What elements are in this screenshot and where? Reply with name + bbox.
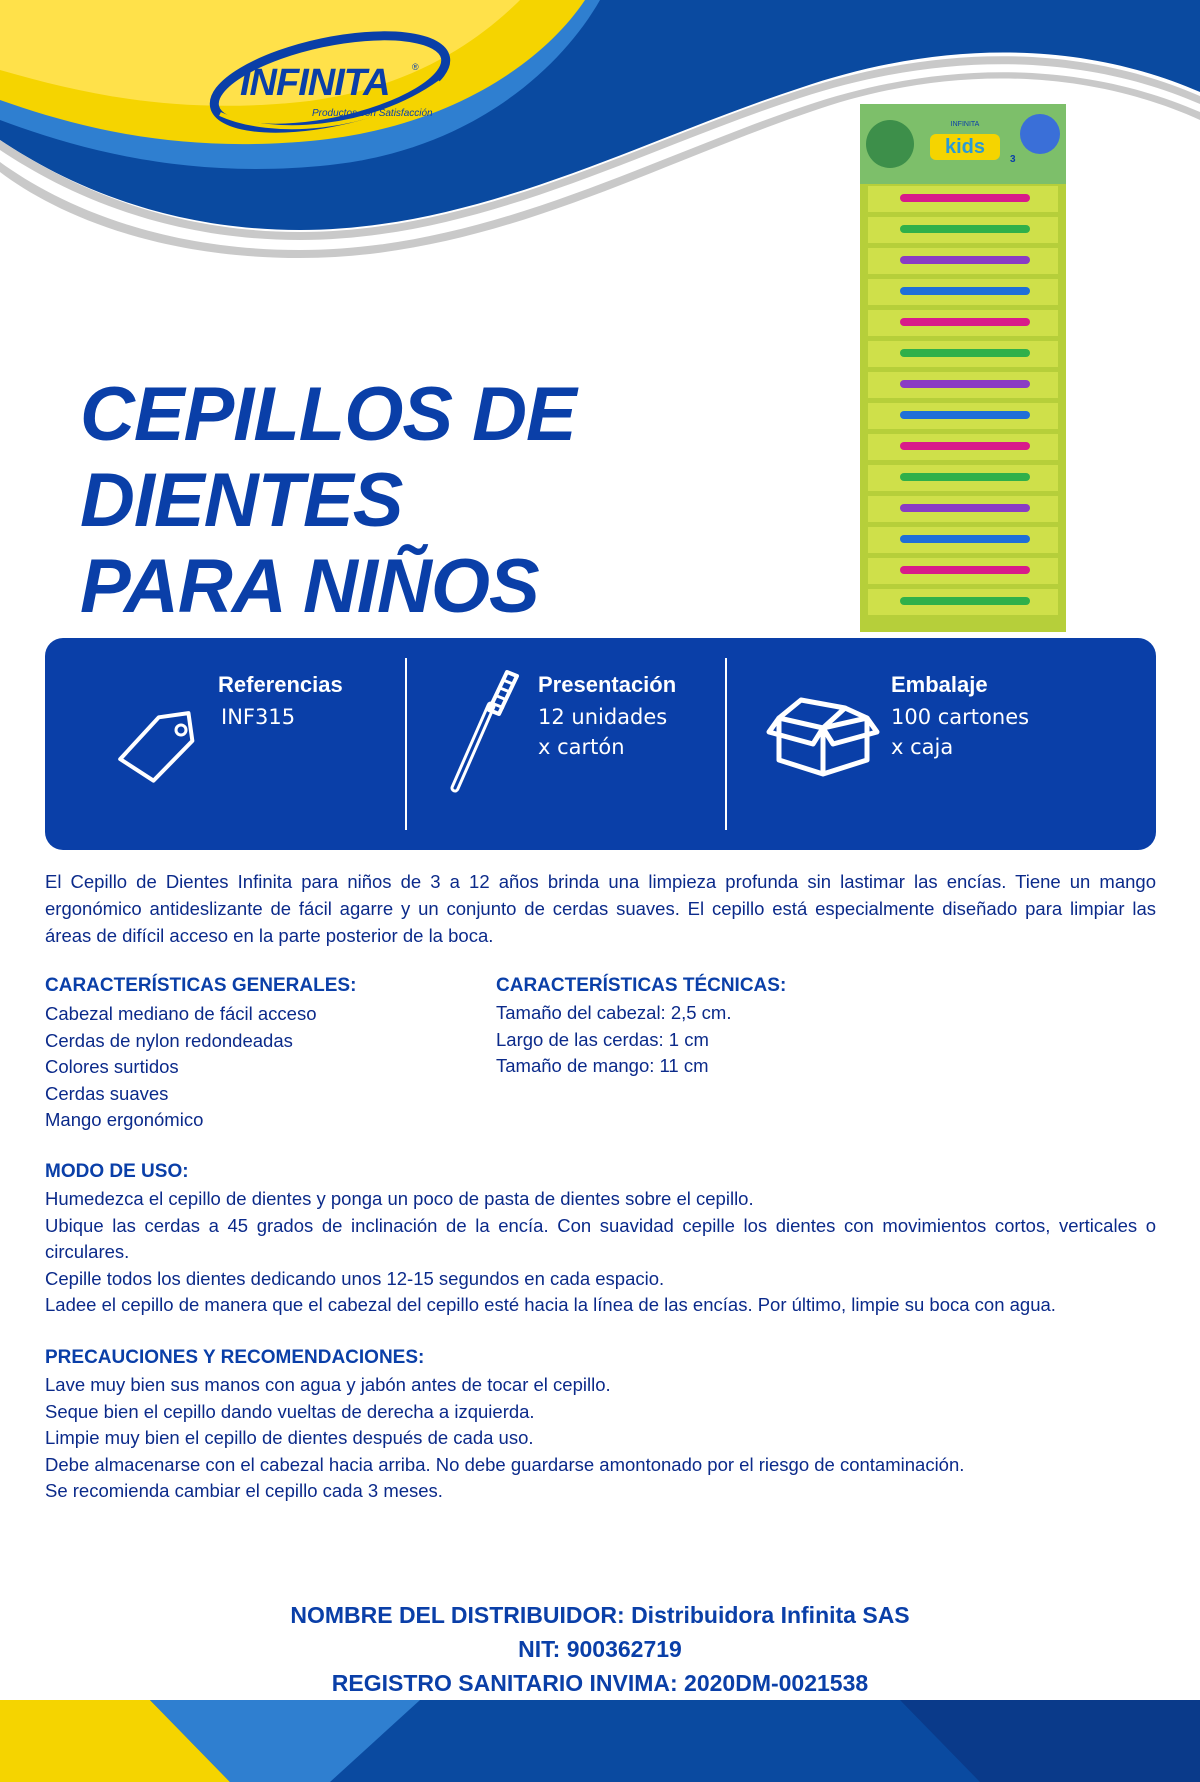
distributor-name: NOMBRE DEL DISTRIBUIDOR: Distribuidora Infinita SAS xyxy=(290,1602,910,1628)
embalaje-label: Embalaje xyxy=(891,672,988,697)
brand-logo xyxy=(200,22,460,142)
list-item: Limpie muy bien el cepillo de dientes después de cada uso. xyxy=(45,1427,534,1448)
tecnicas-title: CARACTERÍSTICAS TÉCNICAS: xyxy=(496,975,787,996)
distributor-info xyxy=(0,1598,1200,1700)
list-item: Ubique las cerdas a 45 grados de inclinación de la encía. Con suavidad cepille los dientes con movimientos cortos, verticales o circulares. xyxy=(45,1214,1156,1262)
info-divider xyxy=(405,658,407,830)
product-package-image xyxy=(860,104,1066,632)
precauciones-title: PRECAUCIONES Y RECOMENDACIONES: xyxy=(45,1347,425,1368)
product-info-band xyxy=(45,638,1156,850)
title-line-1: CEPILLOS DE DIENTES xyxy=(80,372,576,543)
list-item: Cepille todos los dientes dedicando unos 12-15 segundos en cada espacio. xyxy=(45,1267,665,1289)
list-item: Humedezca el cepillo de dientes y ponga un poco de pasta de dientes sobre el cepillo. xyxy=(45,1188,754,1209)
list-item: Se recomienda cambiar el cepillo cada 3 meses. xyxy=(45,1480,443,1501)
generales-list xyxy=(45,1001,465,1134)
presentacion-line-1: 12 unidades xyxy=(538,705,668,729)
logo-tagline: Productos con Satisfacción xyxy=(312,108,433,119)
list-item: Debe almacenarse con el cabezal hacia arriba. No debe guardarse amontonado por el riesgo de contaminación. xyxy=(45,1453,965,1475)
generales-title: CARACTERÍSTICAS GENERALES: xyxy=(45,975,357,996)
referencias-value: INF315 xyxy=(221,705,296,729)
logo-registered-mark: ® xyxy=(412,62,419,72)
list-item: Ladee el cepillo de manera que el cabezal del cepillo esté hacia la línea de las encías. Por último, limpie su boca con agua. xyxy=(45,1294,1056,1315)
modo-uso-list xyxy=(45,1186,1156,1319)
footer-wave-background xyxy=(0,1700,1200,1782)
box-icon xyxy=(765,688,881,780)
product-description: El Cepillo de Dientes Infinita para niños de 3 a 12 años brinda una limpieza profunda sin lastimar las encías. Tiene un mango ergonómico antideslizante de fácil agarre y un conjunto de cerdas suaves. El cepillo está especialmente diseñado para limpiar las áreas de difícil acceso en la parte posterior de la boca. xyxy=(45,871,1156,946)
presentacion-label: Presentación xyxy=(538,672,677,697)
info-divider xyxy=(725,658,727,830)
package-kids-label: kids xyxy=(944,136,986,158)
embalaje-line-2: x caja xyxy=(891,735,954,759)
package-age-badge: 3 xyxy=(1010,154,1016,165)
list-item: Cabezal mediano de fácil acceso xyxy=(45,1003,317,1024)
toothbrush-icon xyxy=(445,666,525,796)
embalaje-line-1: 100 cartones xyxy=(891,705,1030,729)
tecnicas-list xyxy=(496,1000,996,1080)
presentacion-line-2: x cartón xyxy=(538,735,625,759)
list-item: Cerdas de nylon redondeadas xyxy=(45,1029,293,1051)
package-brand-label: INFINITA xyxy=(950,121,980,128)
logo-wordmark: INFINITA xyxy=(240,62,390,104)
distributor-nit: NIT: 900362719 xyxy=(518,1636,682,1662)
sanitary-registry: REGISTRO SANITARIO INVIMA: 2020DM-0021538 xyxy=(331,1670,869,1696)
list-item: Lave muy bien sus manos con agua y jabón antes de tocar el cepillo. xyxy=(45,1374,611,1395)
list-item: Colores surtidos xyxy=(45,1056,179,1077)
modo-uso-title: MODO DE USO: xyxy=(45,1161,189,1182)
title-line-2: PARA NIÑOS xyxy=(80,544,539,629)
list-item: Mango ergonómico xyxy=(45,1109,204,1130)
precauciones-list xyxy=(45,1372,1156,1505)
list-item: Cerdas suaves xyxy=(45,1082,169,1104)
referencias-label: Referencias xyxy=(218,672,343,697)
list-item: Seque bien el cepillo dando vueltas de derecha a izquierda. xyxy=(45,1400,535,1422)
page-title xyxy=(80,372,860,630)
list-item: Tamaño del cabezal: 2,5 cm. xyxy=(496,1002,732,1023)
list-item: Largo de las cerdas: 1 cm xyxy=(496,1028,709,1050)
price-tag-icon xyxy=(111,708,201,784)
list-item: Tamaño de mango: 11 cm xyxy=(496,1055,709,1076)
